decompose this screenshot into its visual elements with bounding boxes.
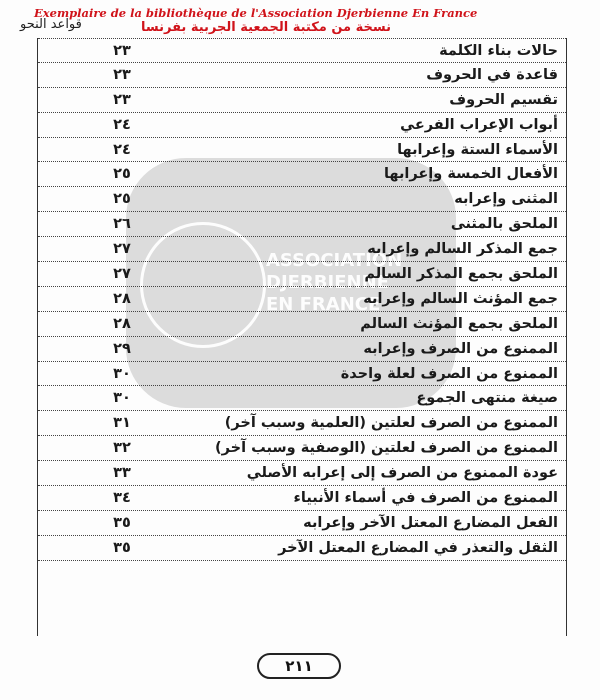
toc-entry-page: ٣١	[113, 415, 131, 432]
toc-entry-page: ٢٣	[113, 66, 131, 83]
toc-entry-page: ٣٠	[113, 390, 131, 407]
toc-row	[38, 187, 566, 212]
toc-entry-page: ٣٢	[113, 440, 131, 457]
toc-row	[38, 337, 566, 362]
toc-entry-title: الممنوع من الصرف لعلة واحدة	[340, 365, 558, 382]
toc-entry-title: جمع المؤنث السالم وإعرابه	[363, 290, 558, 307]
toc-entry-title: الثقل والتعذر في المضارع المعتل الآخر	[278, 539, 558, 556]
toc-entry-title: قاعدة في الحروف	[426, 66, 558, 83]
toc-row	[38, 237, 566, 262]
toc-entry-title: الملحق بجمع المذكر السالم	[364, 266, 558, 283]
toc-entry-title: الملحق بالمثنى	[450, 216, 558, 233]
toc-row	[38, 38, 566, 63]
toc-row	[38, 88, 566, 113]
watermark-text: ASSOCIATION DJERBIENNE EN FRANCE	[266, 250, 403, 315]
toc-row	[38, 436, 566, 461]
running-head: قواعد النحو	[20, 17, 82, 32]
page-number: ٢١١	[257, 653, 341, 679]
toc-entry-page: ٢٧	[113, 241, 131, 258]
toc-row	[38, 162, 566, 187]
library-stamp-arabic: نسخة من مكتبة الجمعية الجربية بفرنسا	[141, 20, 391, 35]
toc-entry-title: الممنوع من الصرف لعلتين (الوصفية وسبب آخر)	[215, 440, 558, 457]
toc-row	[38, 262, 566, 287]
toc-entry-page: ٢٨	[113, 315, 131, 332]
toc-entry-title: الممنوع من الصرف في أسماء الأنبياء	[293, 490, 558, 507]
toc-entry-page: ٢٧	[113, 266, 131, 283]
toc-entry-title: الممنوع من الصرف لعلتين (العلمية وسبب آخر)	[224, 415, 558, 432]
toc-entry-title: حالات بناء الكلمة	[439, 43, 558, 59]
toc-entry-page: ٣٥	[113, 514, 131, 531]
toc-entry-title: أبواب الإعراب الفرعي	[400, 116, 558, 133]
toc-entry-page: ٢٨	[113, 290, 131, 307]
toc-entry-page: ٢٩	[113, 340, 131, 357]
toc-entry-page: ٢٦	[113, 216, 131, 233]
toc-row	[38, 511, 566, 536]
toc-entry-title: الفعل المضارع المعتل الآخر وإعرابه	[303, 514, 558, 531]
toc-row	[38, 312, 566, 337]
toc-entry-page: ٢٤	[113, 116, 131, 133]
toc-row	[38, 411, 566, 436]
toc-entry-title: صيغة منتهى الجموع	[416, 390, 558, 407]
toc-entry-page: ٣٤	[113, 490, 131, 507]
toc-entry-page: ٣٠	[113, 365, 131, 382]
library-stamp-french: Exemplaire de la bibliothèque de l'Association Djerbienne En France	[34, 6, 478, 20]
toc-entry-title: عودة الممنوع من الصرف إلى إعرابه الأصلي	[246, 465, 558, 482]
toc-entry-title: الأفعال الخمسة وإعرابها	[383, 166, 558, 183]
toc-entry-page: ٢٣	[113, 91, 131, 108]
toc-row	[38, 212, 566, 237]
toc-row	[38, 113, 566, 138]
table-of-contents	[37, 38, 567, 636]
toc-entry-page: ٢٤	[113, 141, 131, 158]
toc-row	[38, 386, 566, 411]
toc-row	[38, 287, 566, 312]
toc-entry-page: ٢٣	[113, 43, 131, 59]
toc-entry-page: ٢٥	[113, 191, 131, 208]
toc-row	[38, 362, 566, 387]
toc-entry-title: جمع المذكر السالم وإعرابه	[367, 241, 558, 258]
toc-entry-title: الملحق بجمع المؤنث السالم	[360, 315, 558, 332]
toc-entry-title: تقسيم الحروف	[449, 91, 558, 108]
toc-row	[38, 486, 566, 511]
toc-row	[38, 138, 566, 163]
toc-entry-title: الممنوع من الصرف وإعرابه	[363, 340, 558, 357]
toc-row	[38, 536, 566, 561]
toc-entry-title: المثنى وإعرابه	[454, 191, 558, 208]
toc-entry-page: ٣٥	[113, 539, 131, 556]
toc-row	[38, 63, 566, 88]
toc-entry-title: الأسماء الستة وإعرابها	[397, 141, 558, 158]
toc-entry-page: ٢٥	[113, 166, 131, 183]
toc-entry-page: ٣٣	[113, 465, 131, 482]
toc-row	[38, 461, 566, 486]
